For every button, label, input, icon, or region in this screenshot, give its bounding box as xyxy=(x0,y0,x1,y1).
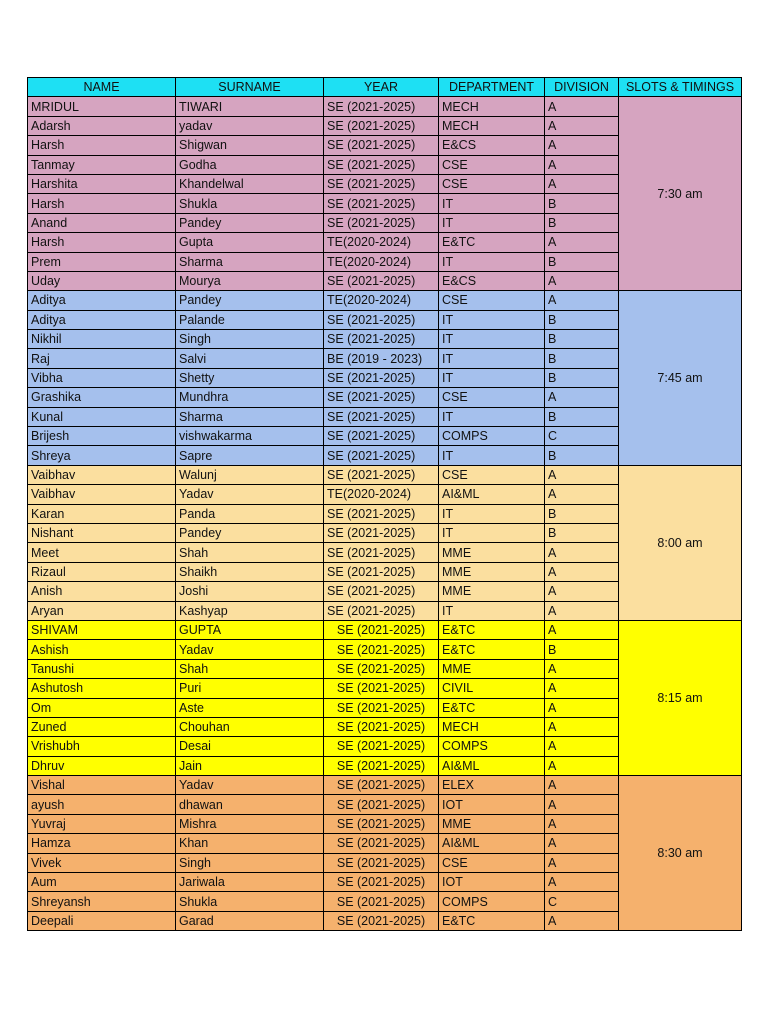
surname-cell: Gupta xyxy=(176,233,324,252)
name-cell: Anand xyxy=(28,213,176,232)
department-cell: IT xyxy=(439,213,545,232)
surname-cell: Aste xyxy=(176,698,324,717)
surname-cell: Sharma xyxy=(176,252,324,271)
department-cell: IT xyxy=(439,349,545,368)
header-row xyxy=(28,78,742,97)
division-cell: B xyxy=(545,252,619,271)
year-cell: SE (2021-2025) xyxy=(324,97,439,116)
division-cell: A xyxy=(545,776,619,795)
department-cell: COMPS xyxy=(439,737,545,756)
year-cell: TE(2020-2024) xyxy=(324,233,439,252)
division-cell: A xyxy=(545,601,619,620)
division-cell: B xyxy=(545,640,619,659)
surname-cell: vishwakarma xyxy=(176,427,324,446)
table-body xyxy=(28,97,742,931)
name-cell: SHIVAM xyxy=(28,620,176,639)
department-cell: COMPS xyxy=(439,892,545,911)
name-cell: Shreyansh xyxy=(28,892,176,911)
name-cell: Rizaul xyxy=(28,562,176,581)
name-cell: MRIDUL xyxy=(28,97,176,116)
header-name: NAME xyxy=(28,78,176,97)
division-cell: B xyxy=(545,446,619,465)
department-cell: CSE xyxy=(439,465,545,484)
surname-cell: Shukla xyxy=(176,892,324,911)
surname-cell: Singh xyxy=(176,853,324,872)
department-cell: E&TC xyxy=(439,233,545,252)
department-cell: IT xyxy=(439,194,545,213)
department-cell: IOT xyxy=(439,873,545,892)
surname-cell: Sharma xyxy=(176,407,324,426)
name-cell: Adarsh xyxy=(28,116,176,135)
year-cell: SE (2021-2025) xyxy=(324,620,439,639)
surname-cell: Kashyap xyxy=(176,601,324,620)
division-cell: A xyxy=(545,679,619,698)
surname-cell: Yadav xyxy=(176,640,324,659)
division-cell: A xyxy=(545,814,619,833)
slot-timing-cell: 8:15 am xyxy=(619,620,742,775)
surname-cell: Shah xyxy=(176,659,324,678)
division-cell: B xyxy=(545,349,619,368)
name-cell: Kunal xyxy=(28,407,176,426)
name-cell: Aditya xyxy=(28,291,176,310)
department-cell: E&TC xyxy=(439,620,545,639)
department-cell: IT xyxy=(439,407,545,426)
department-cell: COMPS xyxy=(439,427,545,446)
department-cell: IT xyxy=(439,504,545,523)
department-cell: IT xyxy=(439,310,545,329)
surname-cell: Mundhra xyxy=(176,388,324,407)
surname-cell: Shukla xyxy=(176,194,324,213)
surname-cell: Desai xyxy=(176,737,324,756)
name-cell: Nishant xyxy=(28,523,176,542)
division-cell: A xyxy=(545,659,619,678)
year-cell: SE (2021-2025) xyxy=(324,194,439,213)
name-cell: Om xyxy=(28,698,176,717)
division-cell: A xyxy=(545,271,619,290)
division-cell: B xyxy=(545,504,619,523)
division-cell: A xyxy=(545,155,619,174)
name-cell: Anish xyxy=(28,582,176,601)
table-row xyxy=(28,776,742,795)
surname-cell: Yadav xyxy=(176,485,324,504)
surname-cell: Salvi xyxy=(176,349,324,368)
header-slots-timings: SLOTS & TIMINGS xyxy=(619,78,742,97)
division-cell: A xyxy=(545,717,619,736)
year-cell: SE (2021-2025) xyxy=(324,892,439,911)
year-cell: SE (2021-2025) xyxy=(324,756,439,775)
name-cell: Harsh xyxy=(28,194,176,213)
surname-cell: GUPTA xyxy=(176,620,324,639)
division-cell: A xyxy=(545,756,619,775)
division-cell: A xyxy=(545,582,619,601)
surname-cell: Shetty xyxy=(176,368,324,387)
name-cell: Karan xyxy=(28,504,176,523)
year-cell: SE (2021-2025) xyxy=(324,465,439,484)
department-cell: CSE xyxy=(439,174,545,193)
surname-cell: Pandey xyxy=(176,291,324,310)
division-cell: C xyxy=(545,892,619,911)
division-cell: A xyxy=(545,562,619,581)
department-cell: IT xyxy=(439,523,545,542)
department-cell: MME xyxy=(439,543,545,562)
surname-cell: Pandey xyxy=(176,213,324,232)
surname-cell: Singh xyxy=(176,330,324,349)
year-cell: SE (2021-2025) xyxy=(324,330,439,349)
division-cell: A xyxy=(545,543,619,562)
department-cell: E&TC xyxy=(439,698,545,717)
name-cell: Tanushi xyxy=(28,659,176,678)
year-cell: SE (2021-2025) xyxy=(324,446,439,465)
surname-cell: Puri xyxy=(176,679,324,698)
department-cell: AI&ML xyxy=(439,485,545,504)
division-cell: B xyxy=(545,368,619,387)
slot-timing-cell: 7:45 am xyxy=(619,291,742,466)
department-cell: IT xyxy=(439,252,545,271)
surname-cell: Pandey xyxy=(176,523,324,542)
table-row xyxy=(28,465,742,484)
department-cell: MME xyxy=(439,562,545,581)
division-cell: A xyxy=(545,795,619,814)
department-cell: IT xyxy=(439,601,545,620)
division-cell: B xyxy=(545,407,619,426)
year-cell: SE (2021-2025) xyxy=(324,795,439,814)
year-cell: SE (2021-2025) xyxy=(324,911,439,930)
department-cell: E&CS xyxy=(439,271,545,290)
header-department: DEPARTMENT xyxy=(439,78,545,97)
department-cell: MME xyxy=(439,582,545,601)
department-cell: E&TC xyxy=(439,911,545,930)
year-cell: SE (2021-2025) xyxy=(324,601,439,620)
division-cell: A xyxy=(545,834,619,853)
name-cell: Vivek xyxy=(28,853,176,872)
header-division: DIVISION xyxy=(545,78,619,97)
year-cell: TE(2020-2024) xyxy=(324,485,439,504)
division-cell: B xyxy=(545,310,619,329)
header-surname: SURNAME xyxy=(176,78,324,97)
year-cell: SE (2021-2025) xyxy=(324,116,439,135)
year-cell: SE (2021-2025) xyxy=(324,873,439,892)
name-cell: Dhruv xyxy=(28,756,176,775)
name-cell: Vrishubh xyxy=(28,737,176,756)
name-cell: Deepali xyxy=(28,911,176,930)
surname-cell: Panda xyxy=(176,504,324,523)
division-cell: A xyxy=(545,233,619,252)
name-cell: Harsh xyxy=(28,233,176,252)
surname-cell: Mourya xyxy=(176,271,324,290)
surname-cell: Khandelwal xyxy=(176,174,324,193)
name-cell: Harsh xyxy=(28,136,176,155)
year-cell: SE (2021-2025) xyxy=(324,155,439,174)
surname-cell: Jariwala xyxy=(176,873,324,892)
department-cell: CIVIL xyxy=(439,679,545,698)
surname-cell: Shah xyxy=(176,543,324,562)
division-cell: A xyxy=(545,853,619,872)
name-cell: Shreya xyxy=(28,446,176,465)
department-cell: E&TC xyxy=(439,640,545,659)
division-cell: A xyxy=(545,873,619,892)
year-cell: SE (2021-2025) xyxy=(324,582,439,601)
year-cell: SE (2021-2025) xyxy=(324,717,439,736)
year-cell: SE (2021-2025) xyxy=(324,659,439,678)
name-cell: Aum xyxy=(28,873,176,892)
department-cell: IT xyxy=(439,330,545,349)
year-cell: SE (2021-2025) xyxy=(324,698,439,717)
name-cell: Brijesh xyxy=(28,427,176,446)
name-cell: Meet xyxy=(28,543,176,562)
year-cell: SE (2021-2025) xyxy=(324,776,439,795)
name-cell: Aryan xyxy=(28,601,176,620)
name-cell: Uday xyxy=(28,271,176,290)
surname-cell: Joshi xyxy=(176,582,324,601)
year-cell: SE (2021-2025) xyxy=(324,737,439,756)
surname-cell: Chouhan xyxy=(176,717,324,736)
year-cell: SE (2021-2025) xyxy=(324,271,439,290)
year-cell: TE(2020-2024) xyxy=(324,291,439,310)
department-cell: AI&ML xyxy=(439,834,545,853)
name-cell: Yuvraj xyxy=(28,814,176,833)
name-cell: Ashutosh xyxy=(28,679,176,698)
name-cell: Prem xyxy=(28,252,176,271)
year-cell: BE (2019 - 2023) xyxy=(324,349,439,368)
division-cell: A xyxy=(545,911,619,930)
year-cell: SE (2021-2025) xyxy=(324,213,439,232)
division-cell: A xyxy=(545,465,619,484)
year-cell: TE(2020-2024) xyxy=(324,252,439,271)
surname-cell: yadav xyxy=(176,116,324,135)
division-cell: B xyxy=(545,213,619,232)
name-cell: Hamza xyxy=(28,834,176,853)
table-row xyxy=(28,97,742,116)
name-cell: Grashika xyxy=(28,388,176,407)
name-cell: Zuned xyxy=(28,717,176,736)
year-cell: SE (2021-2025) xyxy=(324,310,439,329)
name-cell: Aditya xyxy=(28,310,176,329)
surname-cell: Khan xyxy=(176,834,324,853)
department-cell: CSE xyxy=(439,388,545,407)
year-cell: SE (2021-2025) xyxy=(324,523,439,542)
slot-timing-cell: 8:30 am xyxy=(619,776,742,931)
surname-cell: Shaikh xyxy=(176,562,324,581)
division-cell: A xyxy=(545,136,619,155)
surname-cell: Mishra xyxy=(176,814,324,833)
year-cell: SE (2021-2025) xyxy=(324,562,439,581)
department-cell: MECH xyxy=(439,717,545,736)
surname-cell: Yadav xyxy=(176,776,324,795)
slots-table xyxy=(27,77,742,931)
surname-cell: Jain xyxy=(176,756,324,775)
division-cell: B xyxy=(545,194,619,213)
table-row xyxy=(28,620,742,639)
department-cell: CSE xyxy=(439,853,545,872)
year-cell: SE (2021-2025) xyxy=(324,834,439,853)
division-cell: C xyxy=(545,427,619,446)
year-cell: SE (2021-2025) xyxy=(324,136,439,155)
header-year: YEAR xyxy=(324,78,439,97)
department-cell: MME xyxy=(439,814,545,833)
table-row xyxy=(28,291,742,310)
department-cell: AI&ML xyxy=(439,756,545,775)
year-cell: SE (2021-2025) xyxy=(324,427,439,446)
surname-cell: Godha xyxy=(176,155,324,174)
division-cell: A xyxy=(545,737,619,756)
surname-cell: Shigwan xyxy=(176,136,324,155)
department-cell: E&CS xyxy=(439,136,545,155)
year-cell: SE (2021-2025) xyxy=(324,640,439,659)
year-cell: SE (2021-2025) xyxy=(324,407,439,426)
division-cell: A xyxy=(545,291,619,310)
name-cell: Vishal xyxy=(28,776,176,795)
division-cell: B xyxy=(545,523,619,542)
division-cell: A xyxy=(545,388,619,407)
slot-timing-cell: 7:30 am xyxy=(619,97,742,291)
department-cell: IT xyxy=(439,446,545,465)
department-cell: ELEX xyxy=(439,776,545,795)
department-cell: IOT xyxy=(439,795,545,814)
year-cell: SE (2021-2025) xyxy=(324,543,439,562)
year-cell: SE (2021-2025) xyxy=(324,388,439,407)
name-cell: Vaibhav xyxy=(28,485,176,504)
surname-cell: Walunj xyxy=(176,465,324,484)
year-cell: SE (2021-2025) xyxy=(324,368,439,387)
department-cell: CSE xyxy=(439,291,545,310)
name-cell: Raj xyxy=(28,349,176,368)
division-cell: A xyxy=(545,97,619,116)
year-cell: SE (2021-2025) xyxy=(324,679,439,698)
department-cell: MECH xyxy=(439,116,545,135)
surname-cell: Sapre xyxy=(176,446,324,465)
department-cell: MECH xyxy=(439,97,545,116)
year-cell: SE (2021-2025) xyxy=(324,174,439,193)
surname-cell: dhawan xyxy=(176,795,324,814)
division-cell: A xyxy=(545,485,619,504)
year-cell: SE (2021-2025) xyxy=(324,504,439,523)
department-cell: CSE xyxy=(439,155,545,174)
surname-cell: Palande xyxy=(176,310,324,329)
surname-cell: Garad xyxy=(176,911,324,930)
name-cell: Vibha xyxy=(28,368,176,387)
division-cell: A xyxy=(545,698,619,717)
name-cell: Vaibhav xyxy=(28,465,176,484)
division-cell: A xyxy=(545,620,619,639)
year-cell: SE (2021-2025) xyxy=(324,853,439,872)
name-cell: ayush xyxy=(28,795,176,814)
department-cell: MME xyxy=(439,659,545,678)
department-cell: IT xyxy=(439,368,545,387)
surname-cell: TIWARI xyxy=(176,97,324,116)
division-cell: A xyxy=(545,116,619,135)
name-cell: Harshita xyxy=(28,174,176,193)
name-cell: Ashish xyxy=(28,640,176,659)
name-cell: Nikhil xyxy=(28,330,176,349)
division-cell: A xyxy=(545,174,619,193)
division-cell: B xyxy=(545,330,619,349)
year-cell: SE (2021-2025) xyxy=(324,814,439,833)
slot-timing-cell: 8:00 am xyxy=(619,465,742,620)
name-cell: Tanmay xyxy=(28,155,176,174)
